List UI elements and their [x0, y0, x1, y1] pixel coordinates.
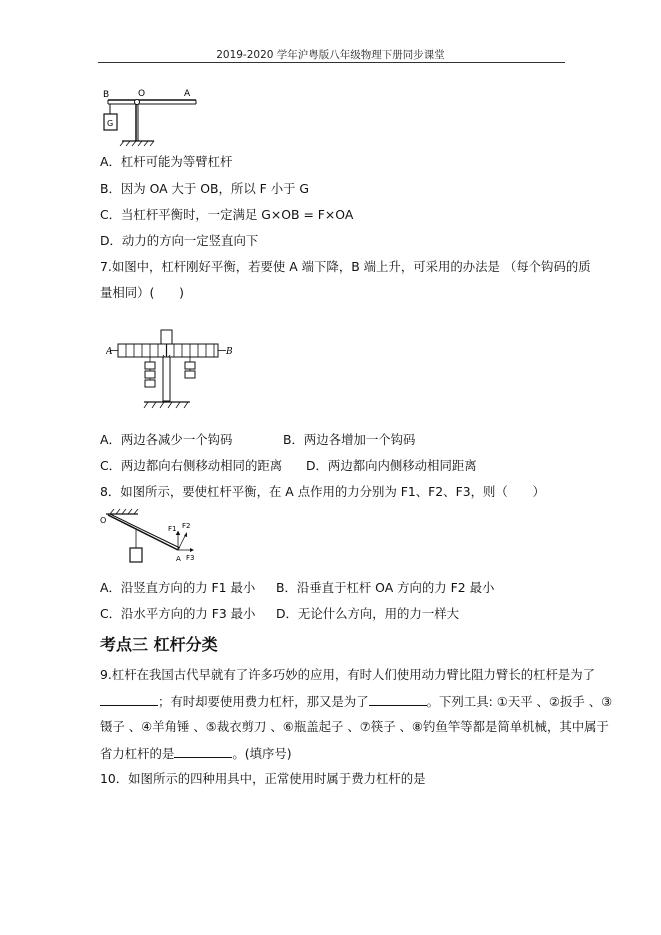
right-weight-1 [185, 362, 195, 369]
pivot-o [135, 100, 140, 105]
label-f1: F1 [168, 525, 177, 533]
q6-option-a: A．杠杆可能为等臂杠杆 [100, 154, 233, 169]
q6-option-d: D．动力的方向一定竖直向下 [100, 233, 259, 248]
answer-blank-1[interactable] [100, 693, 158, 706]
label-b: B [103, 90, 110, 100]
label-a: A [176, 555, 181, 563]
lever-figure-3 [98, 506, 198, 572]
label-o: O [138, 89, 146, 99]
q6-option-b: B．因为 OA 大于 OB，所以 F 小于 G [100, 181, 310, 196]
q9-line-3: 镊子 、④羊角锤 、⑤裁衣剪刀 、⑥瓶盖起子 、⑦筷子 、⑧钓鱼竿等都是简单机械，其中属于 [100, 719, 609, 734]
q7-option-b: B．两边各增加一个钩码 [283, 432, 416, 447]
q6-option-c: C．当杠杆平衡时，一定满足 G×OB = F×OA [100, 207, 354, 222]
label-a: A [184, 89, 191, 99]
label-f2: F2 [182, 522, 191, 530]
q8-option-a: A．沿竖直方向的力 F1 最小 [100, 580, 256, 595]
page-header: 2019-2020 学年沪粤版八年级物理下册同步课堂 [216, 49, 445, 61]
q8-option-b: B．沿垂直于杠杆 OA 方向的力 F2 最小 [276, 580, 495, 595]
q7-stem-line-2: 量相同）( ) [100, 285, 185, 300]
left-weight-3 [145, 380, 155, 387]
label-a: A [106, 347, 113, 357]
left-weight-1 [145, 362, 155, 369]
q7-option-c: C．两边都向右侧移动相同的距离 [100, 458, 283, 473]
graduated-lever [118, 344, 218, 357]
q9-line-2: ；有时却要使用费力杠杆，那又是为了 。下列工具: ①天平 、②扳手 、③ [100, 693, 612, 710]
q10-stem: 10．如图所示的四种用具中，正常使用时属于费力杠杆的是 [100, 771, 426, 786]
support-stand [163, 357, 170, 401]
section-heading: 考点三 杠杆分类 [100, 635, 218, 654]
hanging-weight [130, 548, 142, 562]
q9-line-4: 省力杠杆的是 。(填序号) [100, 746, 292, 761]
top-post [161, 330, 172, 344]
label-g: G [107, 119, 114, 128]
force-f2 [178, 534, 186, 550]
answer-blank-2[interactable] [369, 693, 427, 706]
q8-option-d: D．无论什么方向，用的力一样大 [276, 606, 460, 621]
q8-option-c: C．沿水平方向的力 F3 最小 [100, 606, 256, 621]
right-weight-2 [185, 371, 195, 378]
label-o: O [100, 516, 107, 525]
q7-option-a: A．两边各减少一个钩码 [100, 432, 233, 447]
lever-figure-2 [106, 326, 236, 410]
q7-stem-line-1: 7.如图中，杠杆刚好平衡，若要使 A 端下降，B 端上升，可采用的办法是 （每个钩码的质 [100, 259, 591, 274]
label-f3: F3 [186, 554, 195, 562]
answer-blank-3[interactable] [174, 745, 232, 758]
q7-option-d: D．两边都向内侧移动相同距离 [306, 458, 477, 473]
label-b: B [226, 347, 233, 357]
lever-figure-1 [100, 86, 200, 156]
header-divider [98, 62, 565, 63]
left-weight-2 [145, 371, 155, 378]
q9-line-1: 9.杠杆在我国古代早就有了许多巧妙的应用，有时人们使用动力臂比阻力臂长的杠杆是为了 [100, 667, 596, 682]
q8-stem: 8．如图所示，要使杠杆平衡，在 A 点作用的力分别为 F1、F2、F3，则（ ） [100, 484, 545, 499]
